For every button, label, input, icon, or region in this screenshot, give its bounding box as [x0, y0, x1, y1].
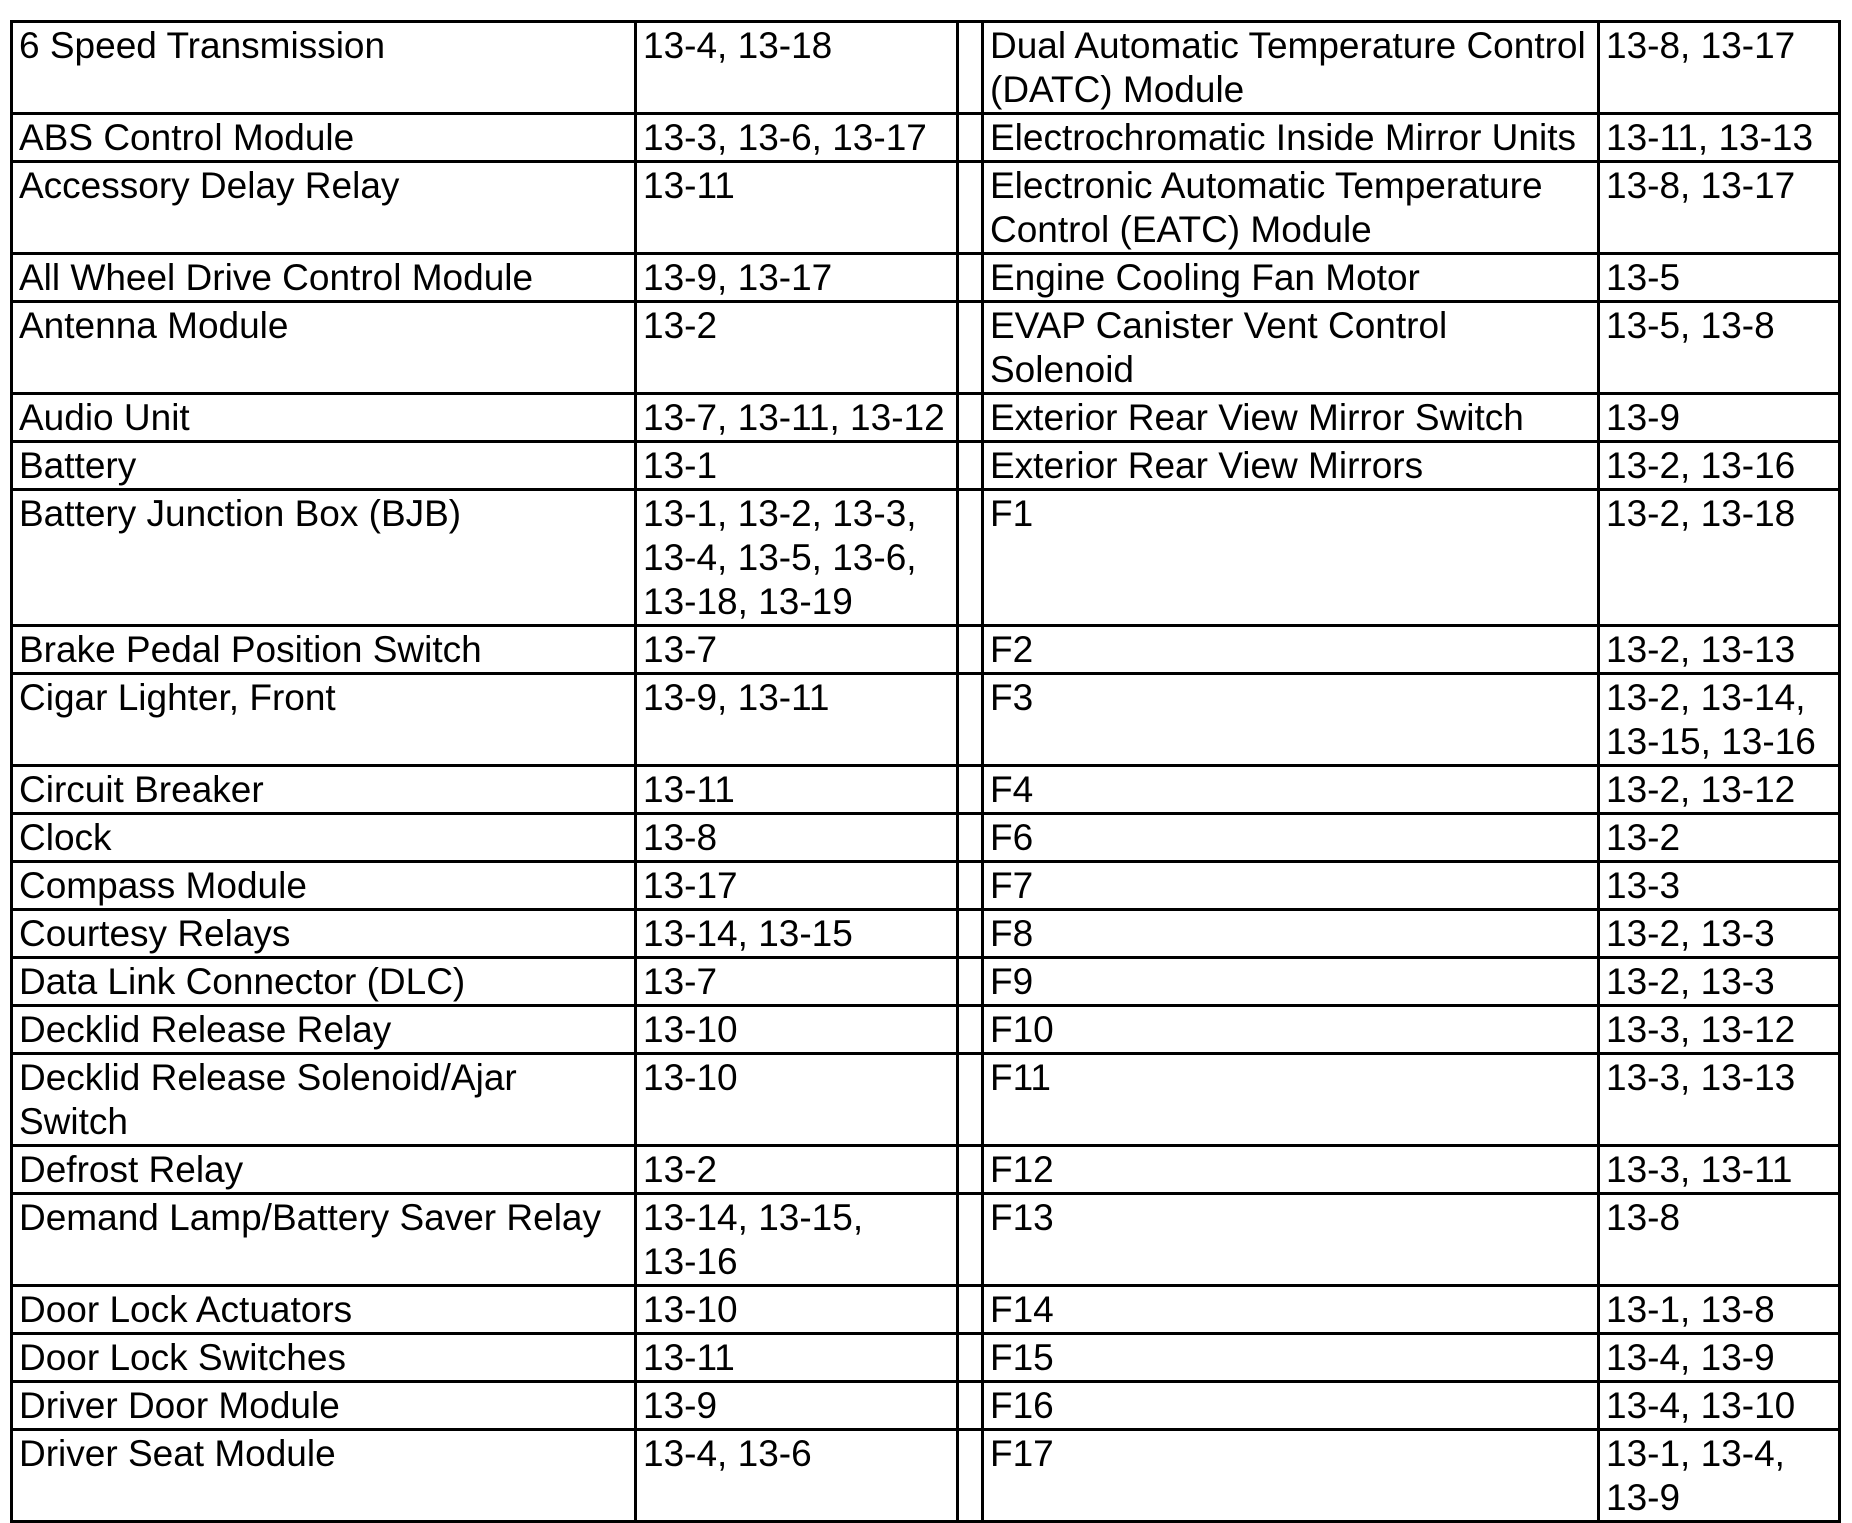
left-page-reference: 13-3, 13-6, 13-17 — [636, 114, 958, 162]
right-component-name: F14 — [983, 1286, 1599, 1334]
column-gap — [958, 1006, 983, 1054]
column-gap — [958, 814, 983, 862]
left-page-reference: 13-10 — [636, 1286, 958, 1334]
left-component-name: Driver Seat Module — [12, 1430, 636, 1522]
left-component-name: Data Link Connector (DLC) — [12, 958, 636, 1006]
left-component-name: Brake Pedal Position Switch — [12, 626, 636, 674]
right-page-reference: 13-3, 13-11 — [1599, 1146, 1840, 1194]
table-row — [12, 1006, 1840, 1054]
right-page-reference: 13-2 — [1599, 814, 1840, 862]
right-component-name: F16 — [983, 1382, 1599, 1430]
column-gap — [958, 1286, 983, 1334]
right-page-reference: 13-3 — [1599, 862, 1840, 910]
column-gap — [958, 1430, 983, 1522]
left-page-reference: 13-11 — [636, 162, 958, 254]
right-component-name: F2 — [983, 626, 1599, 674]
right-component-name: F13 — [983, 1194, 1599, 1286]
column-gap — [958, 766, 983, 814]
right-component-name: F12 — [983, 1146, 1599, 1194]
table-row — [12, 490, 1840, 626]
right-page-reference: 13-2, 13-3 — [1599, 910, 1840, 958]
left-component-name: Decklid Release Solenoid/Ajar Switch — [12, 1054, 636, 1146]
table-row — [12, 1430, 1840, 1522]
right-page-reference: 13-4, 13-10 — [1599, 1382, 1840, 1430]
table-row — [12, 1334, 1840, 1382]
right-page-reference: 13-2, 13-12 — [1599, 766, 1840, 814]
right-page-reference: 13-8 — [1599, 1194, 1840, 1286]
column-gap — [958, 862, 983, 910]
left-component-name: 6 Speed Transmission — [12, 22, 636, 114]
left-component-name: Courtesy Relays — [12, 910, 636, 958]
left-component-name: Battery Junction Box (BJB) — [12, 490, 636, 626]
column-gap — [958, 254, 983, 302]
right-component-name: F11 — [983, 1054, 1599, 1146]
right-component-name: F6 — [983, 814, 1599, 862]
table-row — [12, 862, 1840, 910]
right-page-reference: 13-5, 13-8 — [1599, 302, 1840, 394]
column-gap — [958, 394, 983, 442]
table-row — [12, 910, 1840, 958]
left-component-name: Demand Lamp/Battery Saver Relay — [12, 1194, 636, 1286]
column-gap — [958, 490, 983, 626]
column-gap — [958, 958, 983, 1006]
right-page-reference: 13-2, 13-16 — [1599, 442, 1840, 490]
column-gap — [958, 1382, 983, 1430]
column-gap — [958, 626, 983, 674]
table-row — [12, 626, 1840, 674]
right-component-name: Exterior Rear View Mirror Switch — [983, 394, 1599, 442]
column-gap — [958, 674, 983, 766]
left-component-name: Audio Unit — [12, 394, 636, 442]
column-gap — [958, 1194, 983, 1286]
left-page-reference: 13-7 — [636, 958, 958, 1006]
right-component-name: Dual Automatic Temperature Control (DATC) Module — [983, 22, 1599, 114]
table-row — [12, 1194, 1840, 1286]
left-page-reference: 13-7 — [636, 626, 958, 674]
left-page-reference: 13-17 — [636, 862, 958, 910]
right-component-name: F1 — [983, 490, 1599, 626]
right-component-name: EVAP Canister Vent Control Solenoid — [983, 302, 1599, 394]
right-page-reference: 13-3, 13-12 — [1599, 1006, 1840, 1054]
left-component-name: Decklid Release Relay — [12, 1006, 636, 1054]
right-component-name: F10 — [983, 1006, 1599, 1054]
column-gap — [958, 22, 983, 114]
left-page-reference: 13-10 — [636, 1054, 958, 1146]
right-component-name: F15 — [983, 1334, 1599, 1382]
left-page-reference: 13-14, 13-15, 13-16 — [636, 1194, 958, 1286]
left-component-name: Door Lock Switches — [12, 1334, 636, 1382]
right-page-reference: 13-5 — [1599, 254, 1840, 302]
right-page-reference: 13-8, 13-17 — [1599, 162, 1840, 254]
component-index-table — [10, 20, 1841, 1523]
left-page-reference: 13-9, 13-11 — [636, 674, 958, 766]
left-page-reference: 13-10 — [636, 1006, 958, 1054]
left-component-name: Accessory Delay Relay — [12, 162, 636, 254]
right-component-name: Electronic Automatic Temperature Control (EATC) Module — [983, 162, 1599, 254]
right-page-reference: 13-2, 13-13 — [1599, 626, 1840, 674]
right-page-reference: 13-2, 13-14, 13-15, 13-16 — [1599, 674, 1840, 766]
table-row — [12, 674, 1840, 766]
left-page-reference: 13-9 — [636, 1382, 958, 1430]
left-component-name: Clock — [12, 814, 636, 862]
left-page-reference: 13-4, 13-6 — [636, 1430, 958, 1522]
left-component-name: Compass Module — [12, 862, 636, 910]
left-page-reference: 13-1, 13-2, 13-3, 13-4, 13-5, 13-6, 13-18, 13-19 — [636, 490, 958, 626]
left-component-name: Battery — [12, 442, 636, 490]
table-row — [12, 254, 1840, 302]
left-page-reference: 13-11 — [636, 766, 958, 814]
left-page-reference: 13-2 — [636, 302, 958, 394]
column-gap — [958, 442, 983, 490]
right-page-reference: 13-8, 13-17 — [1599, 22, 1840, 114]
right-component-name: F3 — [983, 674, 1599, 766]
table-row — [12, 114, 1840, 162]
column-gap — [958, 1146, 983, 1194]
table-row — [12, 766, 1840, 814]
right-component-name: F17 — [983, 1430, 1599, 1522]
right-component-name: Electrochromatic Inside Mirror Units — [983, 114, 1599, 162]
table-row — [12, 1286, 1840, 1334]
right-component-name: Engine Cooling Fan Motor — [983, 254, 1599, 302]
table-row — [12, 814, 1840, 862]
table-row — [12, 302, 1840, 394]
right-page-reference: 13-4, 13-9 — [1599, 1334, 1840, 1382]
left-page-reference: 13-9, 13-17 — [636, 254, 958, 302]
right-page-reference: 13-2, 13-18 — [1599, 490, 1840, 626]
left-component-name: Driver Door Module — [12, 1382, 636, 1430]
left-page-reference: 13-4, 13-18 — [636, 22, 958, 114]
table-row — [12, 958, 1840, 1006]
table-row — [12, 22, 1840, 114]
table-body — [12, 22, 1840, 1522]
left-component-name: Antenna Module — [12, 302, 636, 394]
right-component-name: F8 — [983, 910, 1599, 958]
left-component-name: ABS Control Module — [12, 114, 636, 162]
right-page-reference: 13-11, 13-13 — [1599, 114, 1840, 162]
left-page-reference: 13-2 — [636, 1146, 958, 1194]
right-page-reference: 13-3, 13-13 — [1599, 1054, 1840, 1146]
column-gap — [958, 162, 983, 254]
left-component-name: Circuit Breaker — [12, 766, 636, 814]
left-page-reference: 13-1 — [636, 442, 958, 490]
table-row — [12, 1146, 1840, 1194]
left-component-name: Cigar Lighter, Front — [12, 674, 636, 766]
right-component-name: F9 — [983, 958, 1599, 1006]
right-page-reference: 13-9 — [1599, 394, 1840, 442]
right-component-name: F7 — [983, 862, 1599, 910]
table-row — [12, 442, 1840, 490]
left-component-name: Defrost Relay — [12, 1146, 636, 1194]
column-gap — [958, 1334, 983, 1382]
table-row — [12, 1382, 1840, 1430]
left-page-reference: 13-8 — [636, 814, 958, 862]
left-component-name: Door Lock Actuators — [12, 1286, 636, 1334]
left-page-reference: 13-11 — [636, 1334, 958, 1382]
right-page-reference: 13-2, 13-3 — [1599, 958, 1840, 1006]
right-page-reference: 13-1, 13-4, 13-9 — [1599, 1430, 1840, 1522]
column-gap — [958, 1054, 983, 1146]
table-row — [12, 394, 1840, 442]
table-row — [12, 162, 1840, 254]
right-component-name: F4 — [983, 766, 1599, 814]
right-component-name: Exterior Rear View Mirrors — [983, 442, 1599, 490]
column-gap — [958, 302, 983, 394]
left-page-reference: 13-14, 13-15 — [636, 910, 958, 958]
right-page-reference: 13-1, 13-8 — [1599, 1286, 1840, 1334]
left-page-reference: 13-7, 13-11, 13-12 — [636, 394, 958, 442]
left-component-name: All Wheel Drive Control Module — [12, 254, 636, 302]
column-gap — [958, 114, 983, 162]
table-row — [12, 1054, 1840, 1146]
column-gap — [958, 910, 983, 958]
